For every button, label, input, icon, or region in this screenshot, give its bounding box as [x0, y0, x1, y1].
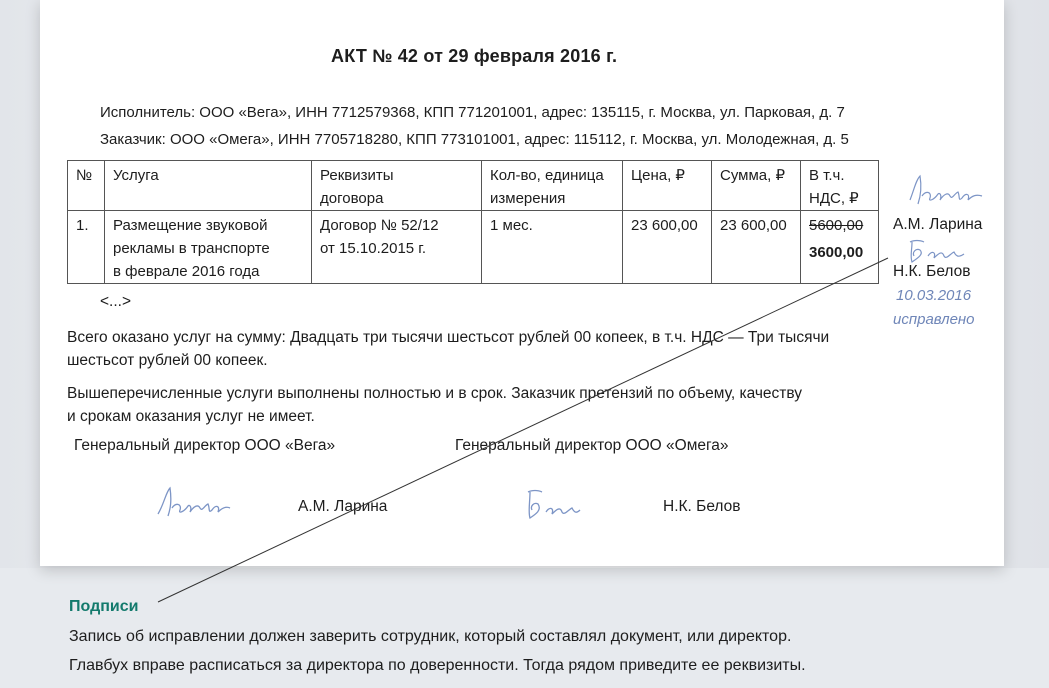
- correction-date: 10.03.2016: [896, 287, 972, 304]
- caption-title: Подписи: [69, 598, 139, 615]
- header-service: Услуга: [105, 161, 312, 211]
- correction-note: исправлено: [893, 311, 975, 328]
- header-contract: Реквизиты договора: [312, 161, 482, 211]
- total-line-1: Всего оказано услуг на сумму: Двадцать три тысячи шестьсот рублей 00 копеек, в т.ч. НДС — Три тысячи: [67, 329, 830, 346]
- header-sum: Сумма, ₽: [712, 161, 801, 211]
- header-price: Цена, ₽: [623, 161, 712, 211]
- cell-quantity: 1 мес.: [482, 211, 623, 284]
- document-title: АКТ № 42 от 29 февраля 2016 г.: [331, 46, 618, 66]
- customer-details: Заказчик: ООО «Омега», ИНН 7705718280, КПП 773101001, адрес: 115112, г. Москва, ул. Молодежная, д. 5: [100, 131, 849, 148]
- cell-sum: 23 600,00: [712, 211, 801, 284]
- customer-position: Генеральный директор ООО «Омега»: [455, 437, 729, 454]
- cell-service: Размещение звуковой рекламы в транспорте в феврале 2016 года: [105, 211, 312, 284]
- total-line-2: шестьсот рублей 00 копеек.: [67, 352, 268, 369]
- cell-price: 23 600,00: [623, 211, 712, 284]
- caption-line-2: Главбух вправе расписаться за директора по доверенности. Тогда рядом приведите ее реквизиты.: [69, 657, 806, 674]
- statement-line-1: Вышеперечисленные услуги выполнены полностью и в срок. Заказчик претензий по объему, качеству: [67, 385, 803, 402]
- cell-number: 1.: [68, 211, 105, 284]
- vat-old-value: 5600,00: [809, 217, 864, 234]
- cell-contract: Договор № 52/12 от 15.10.2015 г.: [312, 211, 482, 284]
- statement-line-2: и срокам оказания услуг не имеет.: [67, 408, 315, 425]
- header-quantity: Кол-во, единица измерения: [482, 161, 623, 211]
- header-number: №: [68, 161, 105, 211]
- correction-name-larina: А.М. Ларина: [893, 216, 983, 233]
- caption-line-1: Запись об исправлении должен заверить сотрудник, который составлял документ, или директор.: [69, 628, 792, 645]
- executor-name: А.М. Ларина: [298, 498, 388, 515]
- ellipsis: <...>: [100, 293, 132, 310]
- executor-details: Исполнитель: ООО «Вега», ИНН 7712579368, КПП 771201001, адрес: 135115, г. Москва, ул. Парковая, д. 7: [100, 104, 845, 121]
- correction-name-belov: Н.К. Белов: [893, 263, 971, 280]
- vat-corrected-value: 3600,00: [809, 244, 864, 261]
- header-vat: В т.ч. НДС, ₽: [801, 161, 879, 211]
- executor-position: Генеральный директор ООО «Вега»: [74, 437, 336, 454]
- customer-name: Н.К. Белов: [663, 498, 741, 515]
